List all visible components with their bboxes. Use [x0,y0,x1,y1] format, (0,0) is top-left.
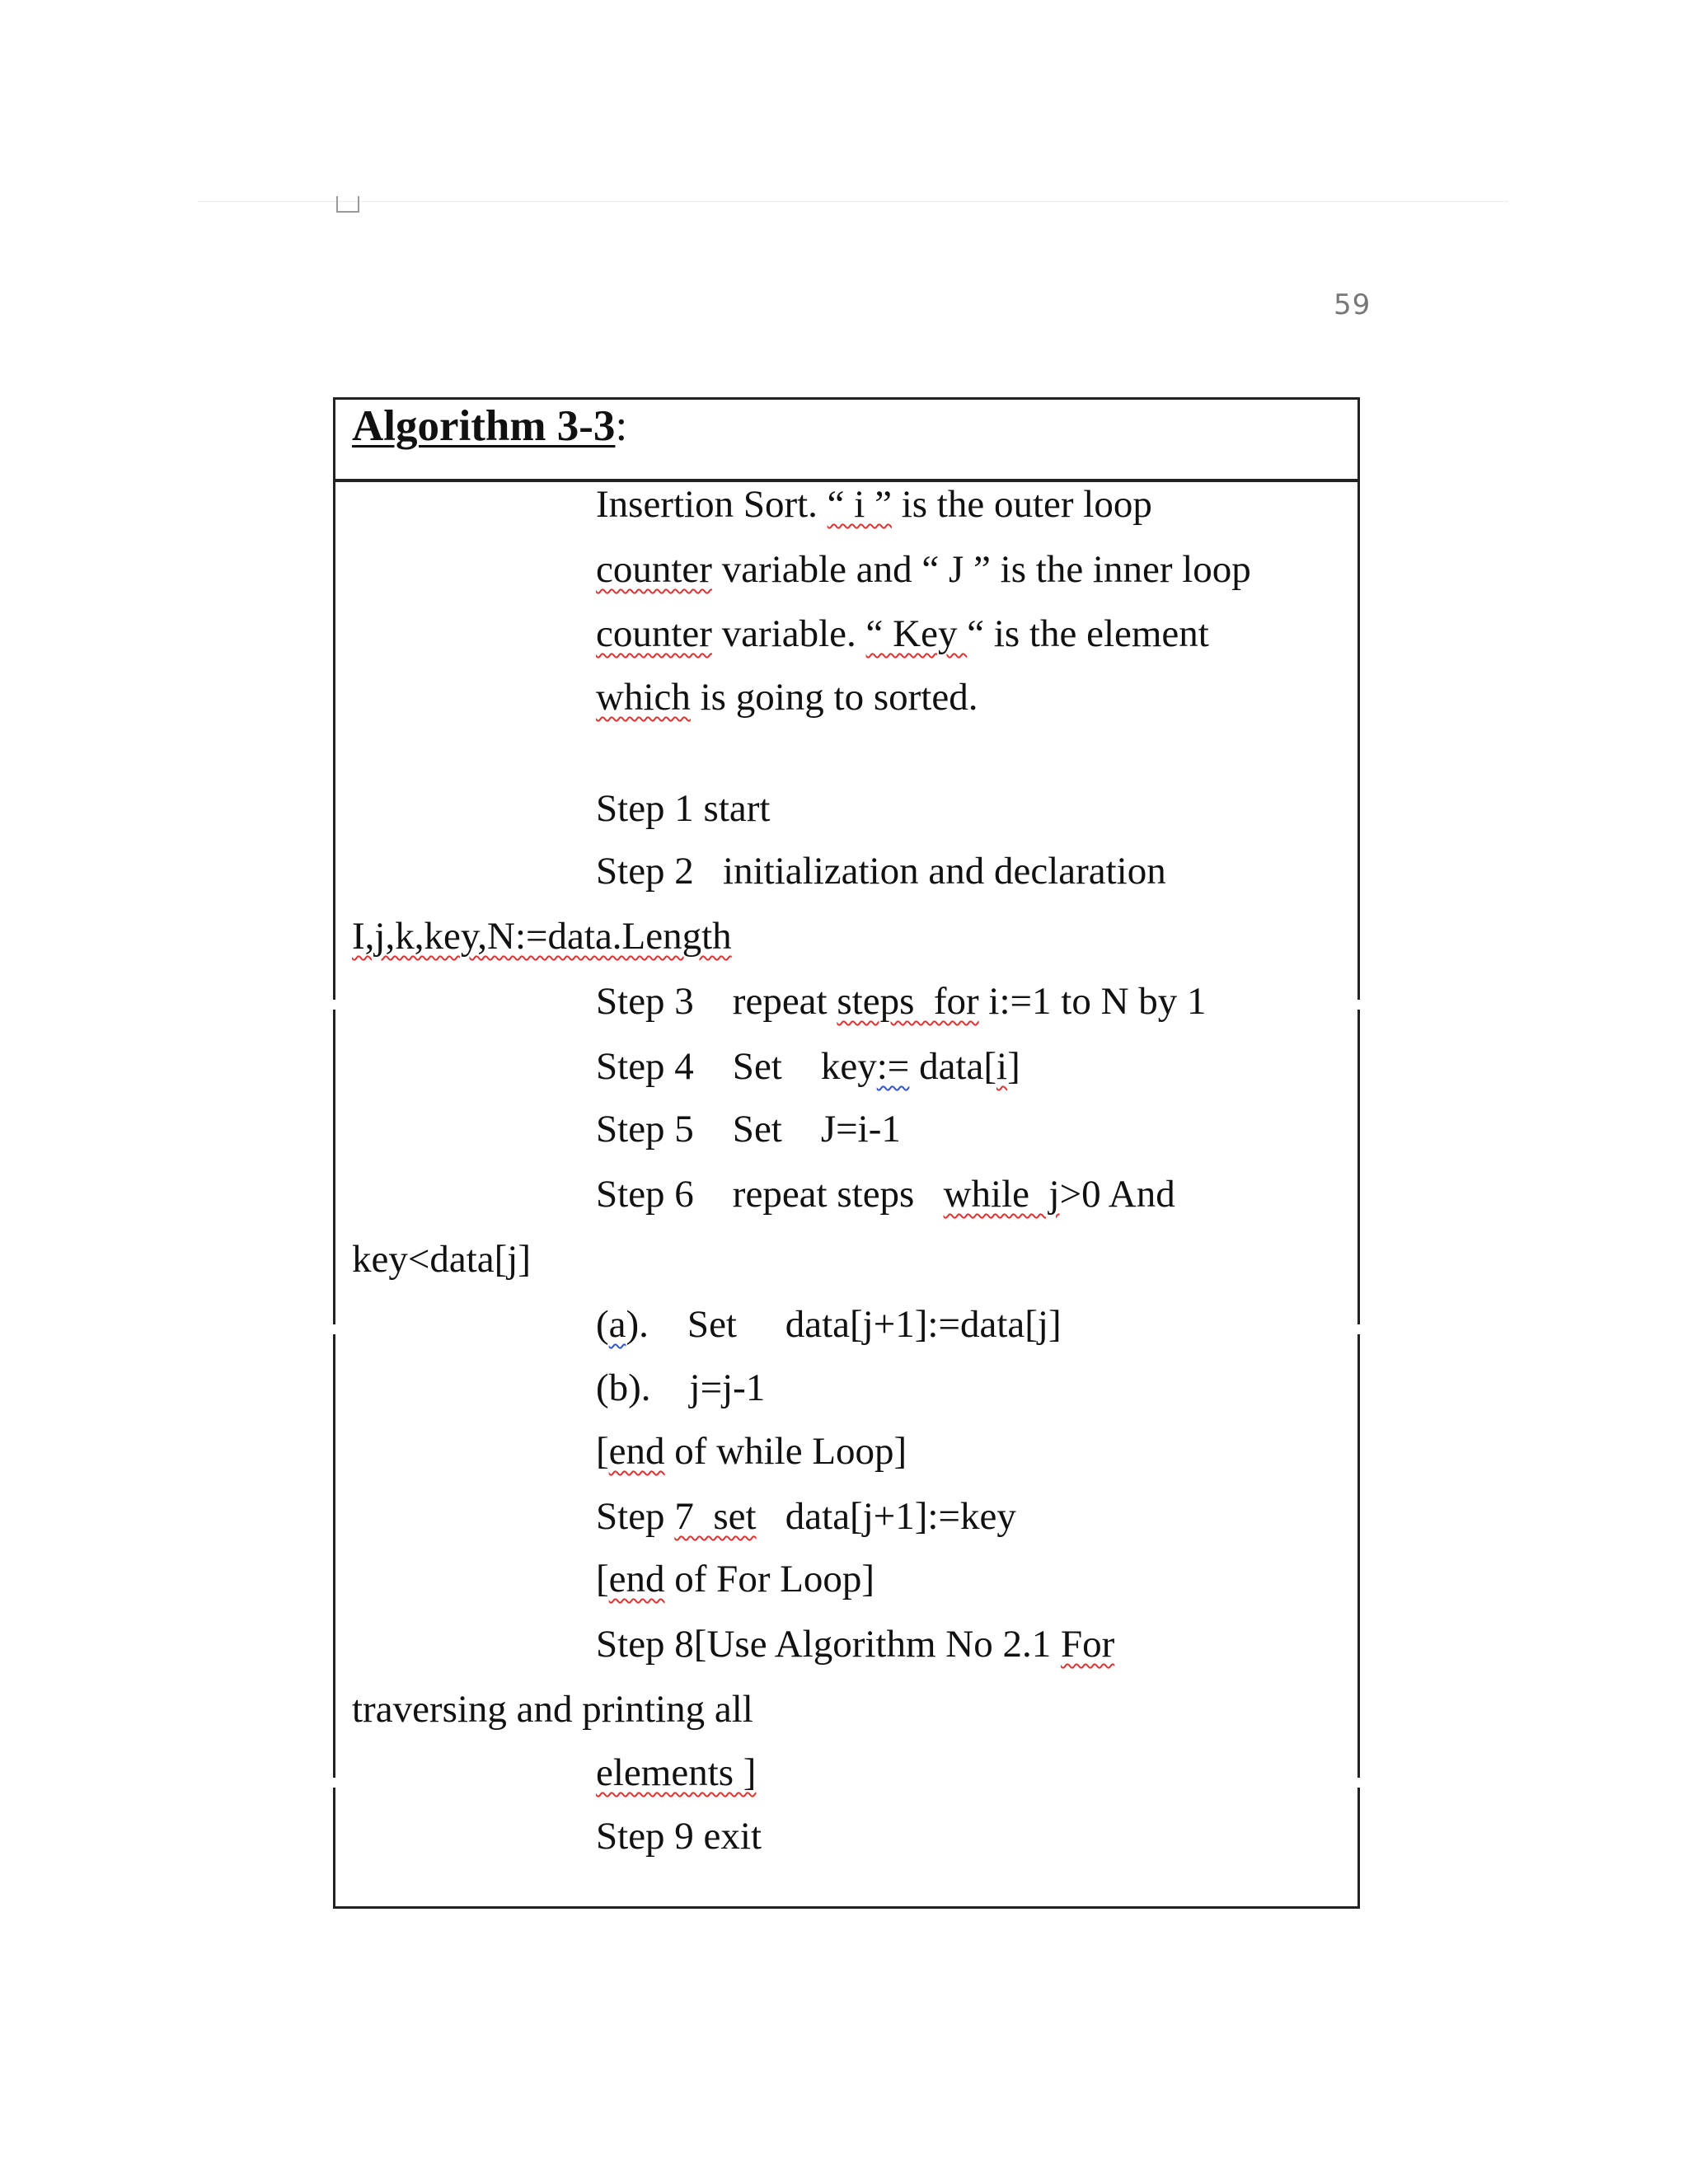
step-6-continuation: key<data[j] [352,1238,532,1281]
end-while-loop: [end of while Loop] [596,1430,907,1473]
page-number: 59 [1334,288,1372,321]
step-6a: (a). Set data[j+1]:=data[j] [596,1303,1062,1346]
step-8-continuation: traversing and printing all [352,1688,753,1731]
algorithm-title-row [335,400,1357,482]
description-line: counter variable and “ J ” is the inner loop [596,548,1251,591]
step-8-continuation-2: elements ] [596,1751,757,1794]
margin-corner-mark [336,196,359,213]
description-line: counter variable. “ Key “ is the element [596,612,1209,655]
border-gap [1354,1324,1362,1334]
border-gap [330,1324,338,1334]
step-7: Step 7 set data[j+1]:=key [596,1495,1016,1538]
step-4: Step 4 Set key:= data[i] [596,1045,1020,1088]
step-6b: (b). j=j-1 [596,1366,766,1409]
step-1: Step 1 start [596,787,771,830]
step-5: Step 5 Set J=i-1 [596,1108,901,1151]
algorithm-box [333,397,1360,1909]
description-line: Insertion Sort. “ i ” is the outer loop [596,483,1152,526]
border-gap [1354,1000,1362,1010]
step-3: Step 3 repeat steps for i:=1 to N by 1 [596,980,1207,1023]
end-for-loop: [end of For Loop] [596,1558,875,1601]
step-8: Step 8[Use Algorithm No 2.1 For [596,1623,1115,1666]
border-gap [330,1778,338,1788]
border-gap [1354,1778,1362,1788]
algorithm-title: Algorithm 3-3: [352,402,628,450]
border-gap [330,1000,338,1010]
step-2: Step 2 initialization and declaration [596,850,1166,893]
step-9: Step 9 exit [596,1815,762,1858]
step-2-continuation: I,j,k,key,N:=data.Length [352,915,732,958]
description-line: which is going to sorted. [596,676,978,719]
header-rule [198,201,1508,202]
step-6: Step 6 repeat steps while j>0 And [596,1173,1175,1216]
